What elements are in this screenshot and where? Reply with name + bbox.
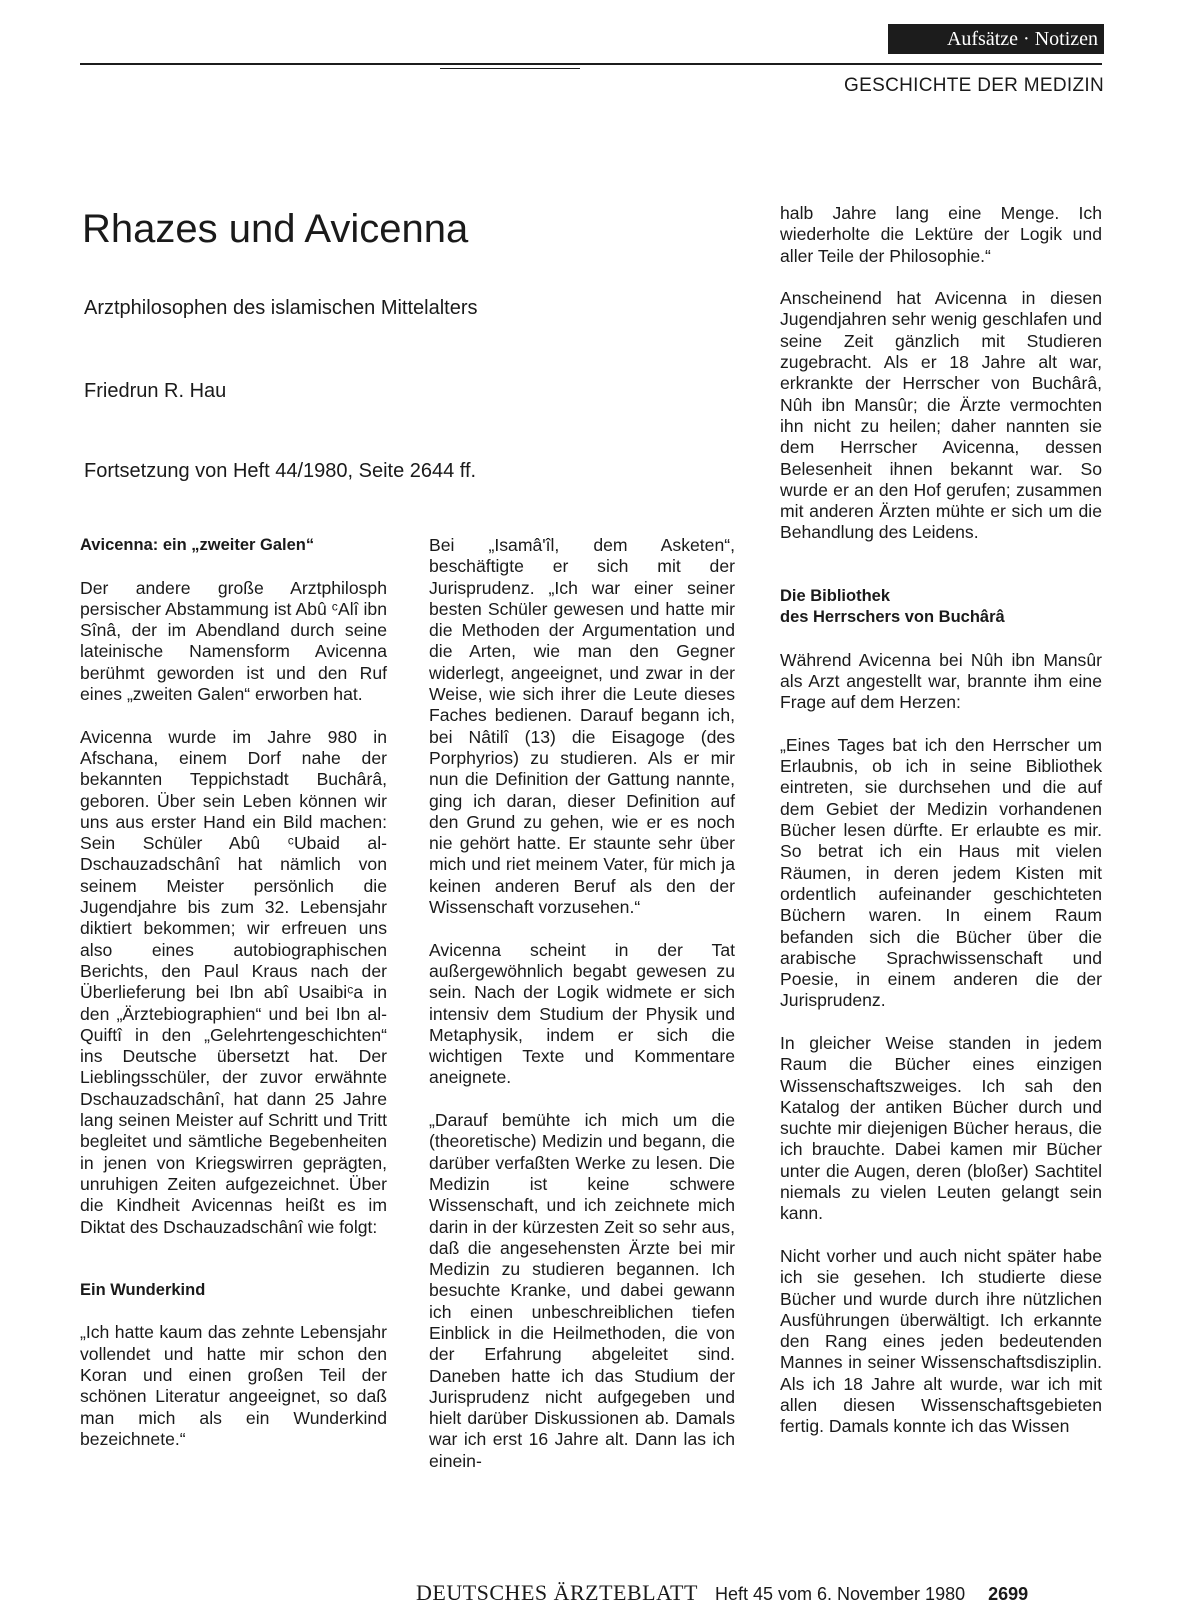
paragraph: Avicenna wurde im Jahre 980 in Afschana, einem Dorf nahe der bekannten Teppichstadt Buchârâ, geboren. Über sein Leben können wir uns aus erster Hand ein Bild machen: Sein Schüler Abû ᶜUbaid al-Dschauzadschânî hat nämlich von seinem Meister persönlich die Jugendjahre bis zum 32. Lebensjahr diktiert bekommen; wir erfreuen uns also eines autobiographischen Berichts, den Paul Kraus nach der Überlieferung bei Ibn abî Usaibiᶜa in den „Ärztebiographien“ und bei Ibn al-Quiftî in den „Gelehrtengeschichten“ ins Deutsche übersetzt hat. Der Lieblingsschüler, der zuvor erwähnte Dschauzadschânî, hat dann 25 Jahre lang seinen Meister auf Schritt und Tritt begleitet und sämtliche Begebenheiten in jenen von Kriegswirren geprägten, unruhigen Zeiten aufgezeichnet. Über die Kindheit Avicennas heißt es im Diktat des Dschauzadschânî wie folgt: [80,726,387,1237]
article-title: Rhazes und Avicenna [82,207,469,251]
section-tag: Aufsätze · Notizen [888,24,1104,54]
page-footer [416,1580,1106,1606]
text-column-2 [429,535,735,1493]
paragraph: „Ich hatte kaum das zehnte Lebensjahr vollendet und hatte mir schon den Koran und einen großen Teil der schönen Literatur angeeignet, so daß man mich als ein Wunderkind bezeichnete.“ [80,1322,387,1449]
paragraph: Während Avicenna bei Nûh ibn Mansûr als Arzt angestellt war, brannte ihm eine Frage auf dem Herzen: [780,649,1102,713]
continuation-note: Fortsetzung von Heft 44/1980, Seite 2644 ff. [84,460,477,482]
header-rule [80,63,1102,65]
subheading [780,586,1102,629]
issue-info: Heft 45 vom 6. November 1980 [714,1584,966,1604]
header-rule-thin [440,68,580,69]
article-subtitle: Arztphilosophen des islamischen Mittelalters [84,297,478,319]
text-column-1 [80,535,387,1471]
subheading: Avicenna: ein „zweiter Galen“ [80,536,315,554]
paragraph: „Eines Tages bat ich den Herrscher um Erlaubnis, ob ich in seine Bibliothek eintreten, sie durchsehen und die auf dem Gebiet der Medizin vorhandenen Bücher lesen dürfte. Er erlaubte es mir. So betrat ich ein Haus mit vielen Räumen, in deren jedem Kisten mit ordentlich aufeinander geschichteten Büchern waren. In einem Raum befanden sich die Bücher über die arabische Sprachwissenschaft und Poesie, in einem anderen die der Jurisprudenz. [780,734,1102,1011]
subheading-line: des Herrschers von Buchârâ [780,608,1005,627]
journal-name: DEUTSCHES ÄRZTEBLATT [416,1580,698,1605]
paragraph: Avicenna scheint in der Tat außergewöhnlich begabt gewesen zu sein. Nach der Logik widmete er sich intensiv dem Studium der Physik und Metaphysik, indem er sich die wichtigen Texte und Kommentare aneignete. [429,939,735,1088]
article-author: Friedrun R. Hau [84,380,227,402]
paragraph: Anscheinend hat Avicenna in diesen Jugendjahren sehr wenig geschlafen und seine Zeit gänzlich mit Studieren zugebracht. Als er 18 Jahre alt war, erkrankte der Herrscher von Buchârâ, Nûh ibn Mansûr; die Ärzte vermochten ihn nicht zu heilen; daher nannten sie dem Herrscher Avicenna, dessen Belesenheit ihnen bekannt war. So wurde er an den Hof gerufen; zusammen mit anderen Ärzten mühte er sich um die Behandlung des Leidens. [780,288,1102,543]
text-column-3 [780,203,1102,1459]
subheading-line: Die Bibliothek [780,586,891,605]
paragraph: Bei „Isamâ'îl, dem Asketen“, beschäftigte er sich mit der Jurisprudenz. „Ich war einer seiner besten Schüler gewesen und hatte mir die Methoden der Argumentation und die Arten, wie man den Gegner widerlegt, angeeignet, und zwar in der Weise, wie sich ihrer die Leute dieses Faches bedienen. Darauf begann ich, bei Nâtilî (13) die Eisagoge (des Porphyrios) zu studieren. Als er mir nun die Definition der Gattung nannte, ging ich daran, dieser Definition auf den Grund zu gehen, wie er es noch nie gehört hatte. Er staunte sehr über mich und riet meinem Vater, für mich ja keinen anderen Beruf als den der Wissenschaft vorzusehen.“ [429,535,735,918]
paragraph: „Darauf bemühte ich mich um die (theoretische) Medizin und begann, die darüber verfaßten Werke zu lesen. Die Medizin ist keine schwere Wissenschaft, und ich zeichnete mich darin in der kürzesten Zeit so sehr aus, daß die angesehensten Ärzte bei mir Medizin zu studieren begannen. Ich besuchte Kranke, und dabei gewann ich einen unbeschreiblichen tiefen Einblick in die Heilmethoden, die von der Erfahrung abgeleitet sind. Daneben hatte ich das Studium der Jurisprudenz nicht aufgegeben und hielt darüber Diskussionen ab. Damals war ich erst 16 Jahre alt. Dann las ich einein- [429,1110,735,1471]
paragraph: Nicht vorher und auch nicht später habe ich sie gesehen. Ich studierte diese Bücher und wurde durch ihre nützlichen Ausführungen überwältigt. Ich erkannte den Rang eines jeden bedeutenden Mannes in seiner Wissenschaftsdisziplin. Als ich 18 Jahre alt wurde, war ich mit allen diesen Wissenschaftsgebieten fertig. Damals konnte ich das Wissen [780,1245,1102,1437]
section-heading: GESCHICHTE DER MEDIZIN [844,75,1104,96]
page-number: 2699 [988,1584,1029,1604]
paragraph: Der andere große Arztphilosph persischer Abstammung ist Abû ᶜAlî ibn Sînâ, der im Abendland durch seine lateinische Namensform Avicenna berühmt geworden ist und den Ruf eines „zweiten Galen“ erworben hat. [80,577,387,705]
paragraph: halb Jahre lang eine Menge. Ich wiederholte die Lektüre der Logik und aller Teile der Philosophie.“ [780,203,1102,266]
paragraph: In gleicher Weise standen in jedem Raum die Bücher eines einzigen Wissenschaftszweiges. Ich sah den Katalog der antiken Bücher durch und suchte mir diejenigen Bücher heraus, die ich brauchte. Dabei kamen mir Bücher unter die Augen, deren (bloßer) Sachtitel niemals zu vielen Leuten gelangt sein kann. [780,1032,1102,1224]
subheading: Ein Wunderkind [80,1280,206,1299]
